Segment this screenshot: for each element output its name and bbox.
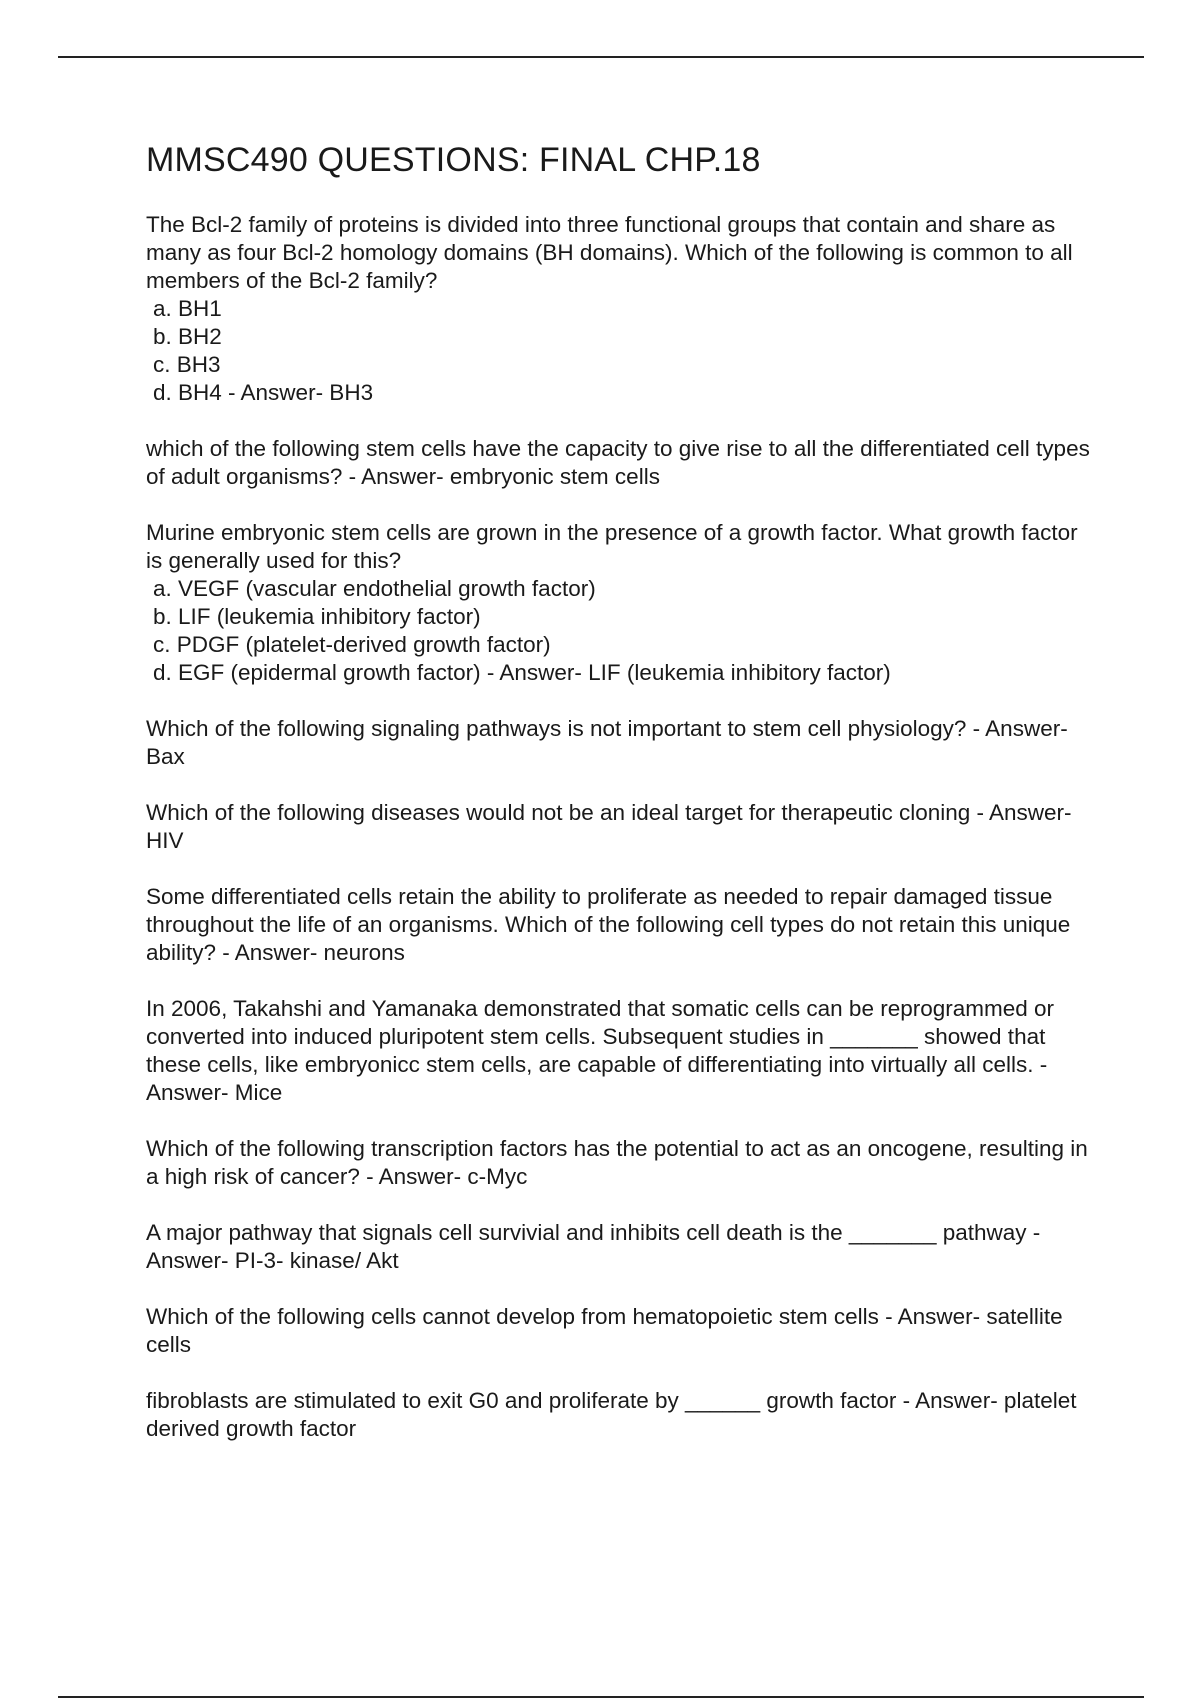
qa-item-8: [146, 1135, 1096, 1191]
question-text: The Bcl-2 family of proteins is divided into three functional groups that contain and share as many as four Bcl-2 homology domains (BH domains). Which of the following is common to all members of the Bcl-2 family?: [146, 211, 1079, 293]
qa-item-6: [146, 883, 1096, 967]
qa-item-2: [146, 435, 1096, 491]
question-text: fibroblasts are stimulated to exit G0 and proliferate by ______ growth factor - Answer- platelet derived growth factor: [146, 1387, 1083, 1441]
option-c: c. BH3: [153, 351, 221, 377]
question-text: Which of the following cells cannot develop from hematopoietic stem cells - Answer- satellite cells: [146, 1303, 1069, 1357]
option-d: d. BH4 - Answer- BH3: [153, 379, 374, 405]
document-page: [146, 140, 1096, 1471]
question-text: A major pathway that signals cell survivial and inhibits cell death is the _______ pathway - Answer- PI-3- kinase/ Akt: [146, 1219, 1046, 1273]
question-text: Murine embryonic stem cells are grown in the presence of a growth factor. What growth factor is generally used for this?: [146, 519, 1084, 573]
qa-item-10: [146, 1303, 1096, 1359]
document-title: MMSC490 QUESTIONS: FINAL CHP.18: [146, 141, 761, 179]
qa-item-9: [146, 1219, 1096, 1275]
qa-item-11: [146, 1387, 1096, 1443]
question-text: In 2006, Takahshi and Yamanaka demonstrated that somatic cells can be reprogrammed or converted into induced pluripotent stem cells. Subsequent studies in _______ showed that these cells, like embryonicc stem cells, are capable of differentiating into virtually all cells. - Answer- Mice: [146, 995, 1061, 1105]
qa-item-7: [146, 995, 1096, 1107]
option-b: b. BH2: [153, 323, 222, 349]
qa-item-3: [146, 519, 1096, 687]
qa-item-5: [146, 799, 1096, 855]
question-text: which of the following stem cells have the capacity to give rise to all the differentiated cell types of adult organisms? - Answer- embryonic stem cells: [146, 435, 1097, 489]
option-c: c. PDGF (platelet-derived growth factor): [153, 631, 551, 657]
question-text: Some differentiated cells retain the ability to proliferate as needed to repair damaged tissue throughout the life of an organisms. Which of the following cell types do not retain this unique ability? - Answer- neurons: [146, 883, 1077, 965]
question-text: Which of the following transcription factors has the potential to act as an oncogene, resulting in a high risk of cancer? - Answer- c-Myc: [146, 1135, 1095, 1189]
top-divider: [58, 56, 1144, 58]
option-a: a. BH1: [153, 295, 222, 321]
question-text: Which of the following signaling pathways is not important to stem cell physiology? - Answer- Bax: [146, 715, 1074, 769]
qa-item-1: [146, 211, 1096, 407]
bottom-divider: [58, 1696, 1144, 1698]
option-d: d. EGF (epidermal growth factor) - Answer- LIF (leukemia inhibitory factor): [153, 659, 891, 685]
option-a: a. VEGF (vascular endothelial growth factor): [153, 575, 596, 601]
option-b: b. LIF (leukemia inhibitory factor): [153, 603, 481, 629]
qa-item-4: [146, 715, 1096, 771]
question-text: Which of the following diseases would not be an ideal target for therapeutic cloning - Answer- HIV: [146, 799, 1078, 853]
